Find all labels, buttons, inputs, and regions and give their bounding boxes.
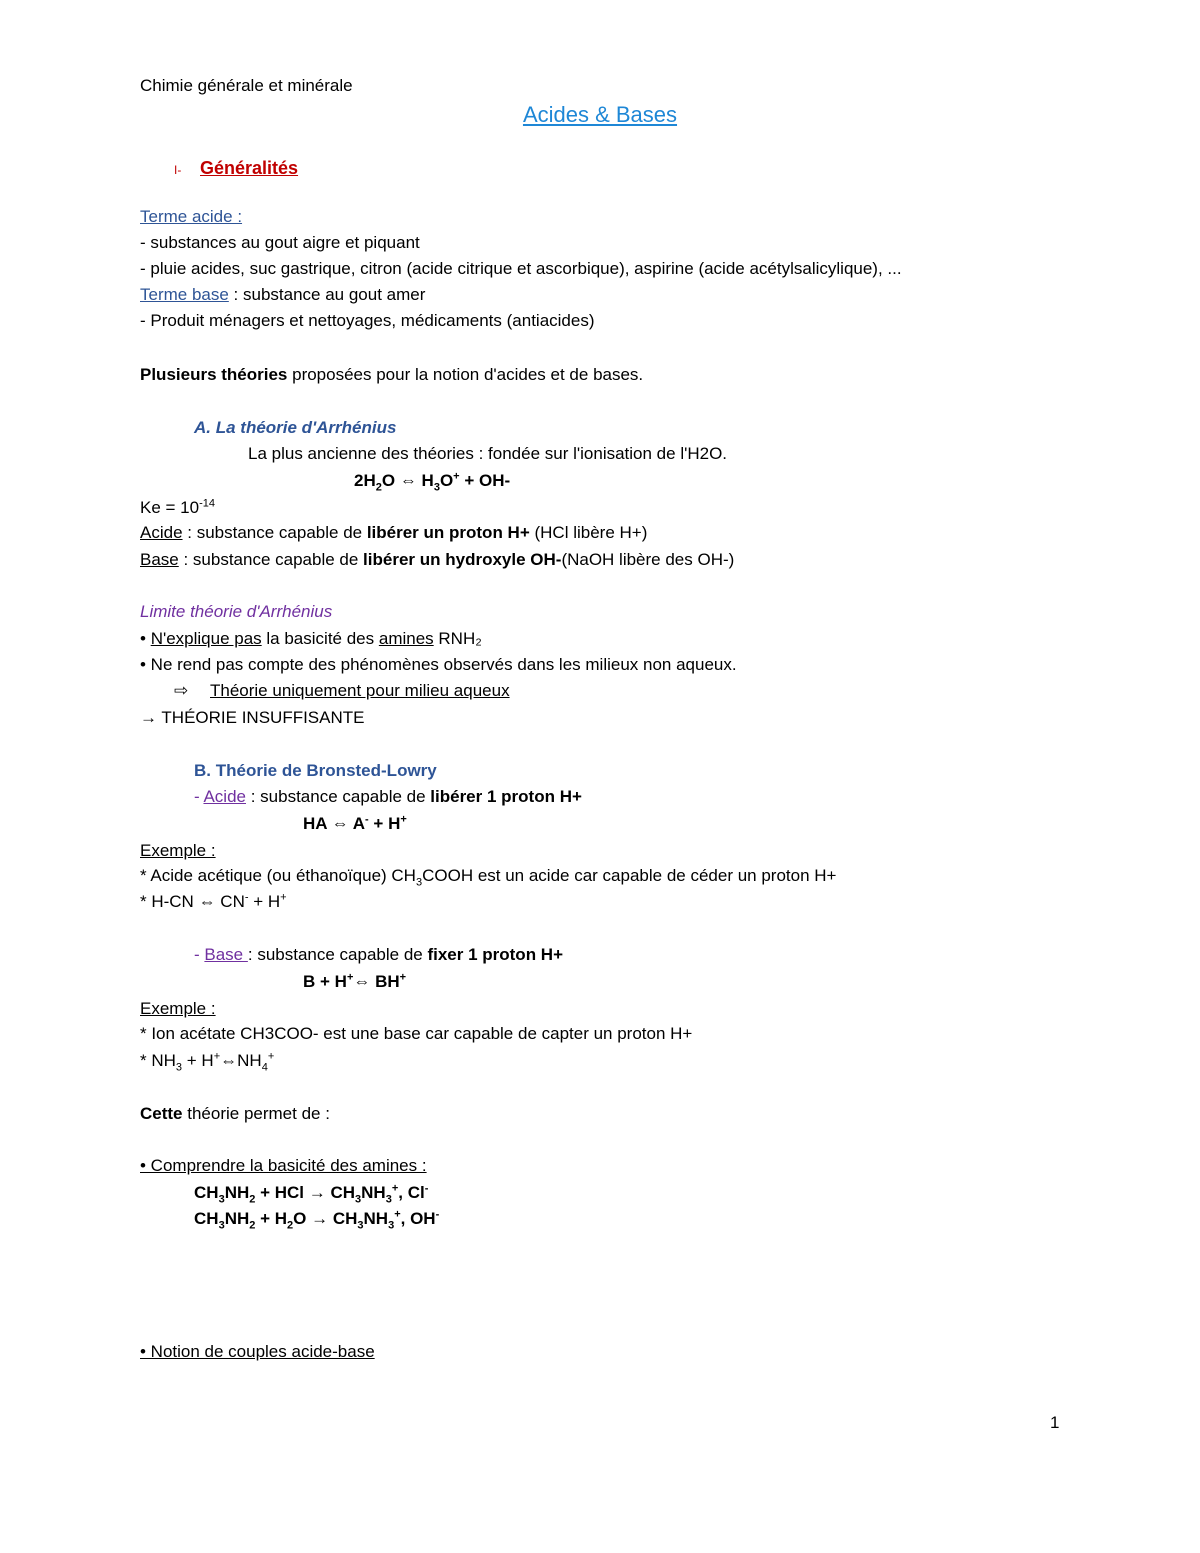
bronsted-acid-definition: - Acide : substance capable de libérer 1 proton H+ (194, 787, 582, 806)
page-title (0, 104, 1200, 126)
amines-equation-2: $CH_3NH_2 + H_2O \to CH_3NH_3^+$, OH- (194, 1208, 440, 1232)
amines-equation-1: $CH_3NH_2$ + HCl → $CH_3NH_3^+$, Cl- (194, 1182, 429, 1206)
bronsted-base-label: Base (204, 945, 248, 964)
theory-permits: Cette théorie permet de : (140, 1104, 330, 1123)
double-arrow-icon: ⇔ (198, 892, 216, 911)
acid-term-label: Terme acide : (140, 207, 243, 226)
right-arrow-icon: → (311, 1209, 329, 1228)
theories-intro (140, 364, 643, 386)
arrhenius-heading: A. La théorie d'Arrhénius (194, 418, 397, 437)
base-term-label: Terme base (140, 285, 229, 304)
bronsted-base-definition: - Base : substance capable de fixer 1 proton H+ (194, 945, 564, 964)
section-label: Généralités (200, 158, 299, 178)
limits-bullet-1: • N'explique pas la basicité des amines RNH₂ (140, 629, 482, 648)
base-label: Base (140, 550, 179, 569)
page-number: 1 (1050, 1413, 1060, 1432)
bronsted-acid-equation: HA ⇔ A- + H+ (303, 813, 407, 833)
arrhenius-description: La plus ancienne des théories : fondée sur l'ionisation de l'H2O. (248, 444, 728, 463)
arrhenius-acid-definition: Acide : substance capable de libérer un proton H+ (HCl libère H+) (140, 523, 648, 542)
section-number: I- (174, 163, 182, 177)
example-1-line-2: * H-CN ⇔ CN- + H+ (140, 891, 287, 911)
double-arrow-icon: ⇔ (220, 1051, 238, 1070)
theories-bold: Plusieurs théories (140, 365, 288, 384)
example-2-line-1: * Ion acétate CH3COO- est une base car capable de capter un proton H+ (140, 1024, 693, 1043)
bronsted-acid-label: Acide (203, 787, 246, 806)
limits-insufficient: → THÉORIE INSUFFISANTE (140, 708, 365, 727)
example-1-line-1: * Acide acétique (ou éthanoïque) $CH_3COOH$ est un acide car capable de céder un proton H+ (140, 866, 837, 889)
example-2-line-2: * $NH_3$ + $H^+\Leftrightarrow NH_4^+$ (140, 1050, 275, 1074)
limits-bullet-2: • Ne rend pas compte des phénomènes observés dans les milieux non aqueux. (140, 655, 737, 674)
right-arrow-icon: → (308, 1183, 326, 1202)
double-arrow-icon: ⇔ (331, 814, 349, 833)
acid-label: Acide (140, 523, 183, 542)
arrhenius-base-definition: Base : substance capable de libérer un hydroxyle OH-(NaOH libère des OH-) (140, 550, 735, 569)
arrhenius-equation: $2H_2O$ ⇔ $H_3O^+ + OH-$ (354, 470, 511, 494)
base-term-line (140, 284, 425, 306)
amines-heading: • Comprendre la basicité des amines : (140, 1156, 427, 1175)
document-header: Chimie générale et minérale (140, 76, 353, 95)
example-1-label: Exemple : (140, 841, 216, 860)
example-2-label: Exemple : (140, 999, 216, 1018)
limits-heading: Limite théorie d'Arrhénius (140, 602, 333, 621)
bronsted-base-equation: B + H+⇔ BH+ (303, 971, 407, 991)
limits-conclusion: ⇨ Théorie uniquement pour milieu aqueux (174, 681, 510, 700)
base-term-line-1: - Produit ménagers et nettoyages, médicaments (antiacides) (140, 311, 595, 330)
section-heading-generalites (174, 157, 298, 181)
hollow-arrow-icon: ⇨ (174, 681, 189, 700)
bronsted-heading: B. Théorie de Bronsted-Lowry (194, 761, 437, 780)
acid-term-line-1: - substances au gout aigre et piquant (140, 233, 420, 252)
double-arrow-icon: ⇔ (353, 972, 371, 991)
ke-value: $Ke = 10^{-14}$ (140, 497, 215, 517)
double-arrow-icon: ⇔ (399, 471, 417, 490)
couples-heading: • Notion de couples acide-base (140, 1342, 375, 1361)
base-term-definition: : substance au gout amer (228, 285, 426, 304)
acid-term-line-2: - pluie acides, suc gastrique, citron (acide citrique et ascorbique), aspirine (acide acétylsalicylique), ... (140, 259, 902, 278)
theories-rest: proposées pour la notion d'acides et de bases. (287, 365, 644, 384)
title-text: Acides & Bases (522, 102, 678, 127)
